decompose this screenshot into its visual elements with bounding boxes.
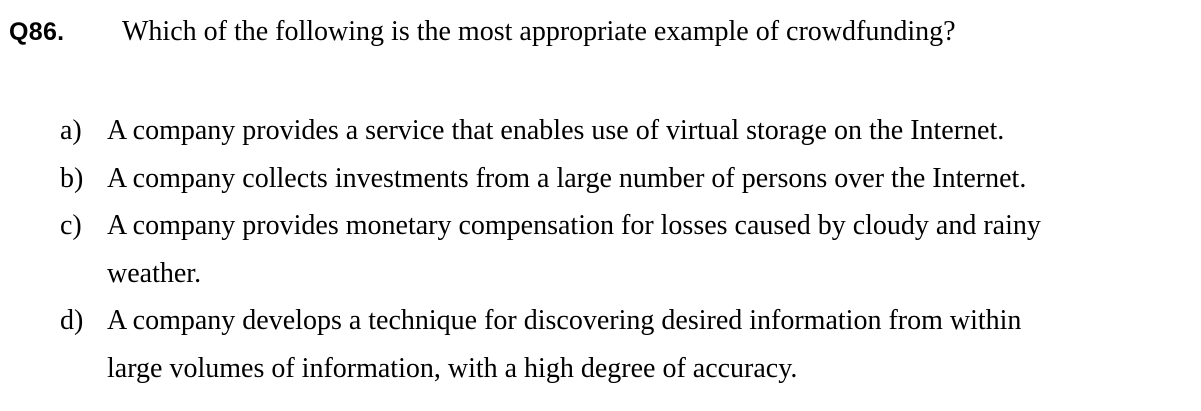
option-letter: a) <box>60 115 82 146</box>
option-text-line: A company provides a service that enables use of virtual storage on the Internet. <box>107 115 1005 146</box>
option-letter: d) <box>60 305 84 336</box>
option-a <box>0 107 1201 155</box>
option-letter: c) <box>60 210 82 241</box>
option-text-line: A company develops a technique for discovering desired information from within <box>107 305 1022 336</box>
question-number: Q86. <box>9 18 65 46</box>
question <box>9 14 1189 54</box>
option-text <box>107 107 1177 155</box>
option-b <box>0 155 1201 203</box>
answer-options <box>0 107 1201 392</box>
option-text-line: A company provides monetary compensation for losses caused by cloudy and rainy <box>107 210 1041 241</box>
option-c <box>0 202 1201 297</box>
question-text: Which of the following is the most appropriate example of crowdfunding? <box>122 16 956 47</box>
option-text-line: A company collects investments from a large number of persons over the Internet. <box>107 162 1027 194</box>
option-d <box>0 297 1201 392</box>
option-letter: b) <box>60 162 84 194</box>
option-text <box>107 297 1177 392</box>
option-text <box>107 202 1177 297</box>
option-text-line: large volumes of information, with a high degree of accuracy. <box>107 352 798 384</box>
option-text-line: weather. <box>107 257 202 289</box>
option-text <box>107 155 1177 203</box>
